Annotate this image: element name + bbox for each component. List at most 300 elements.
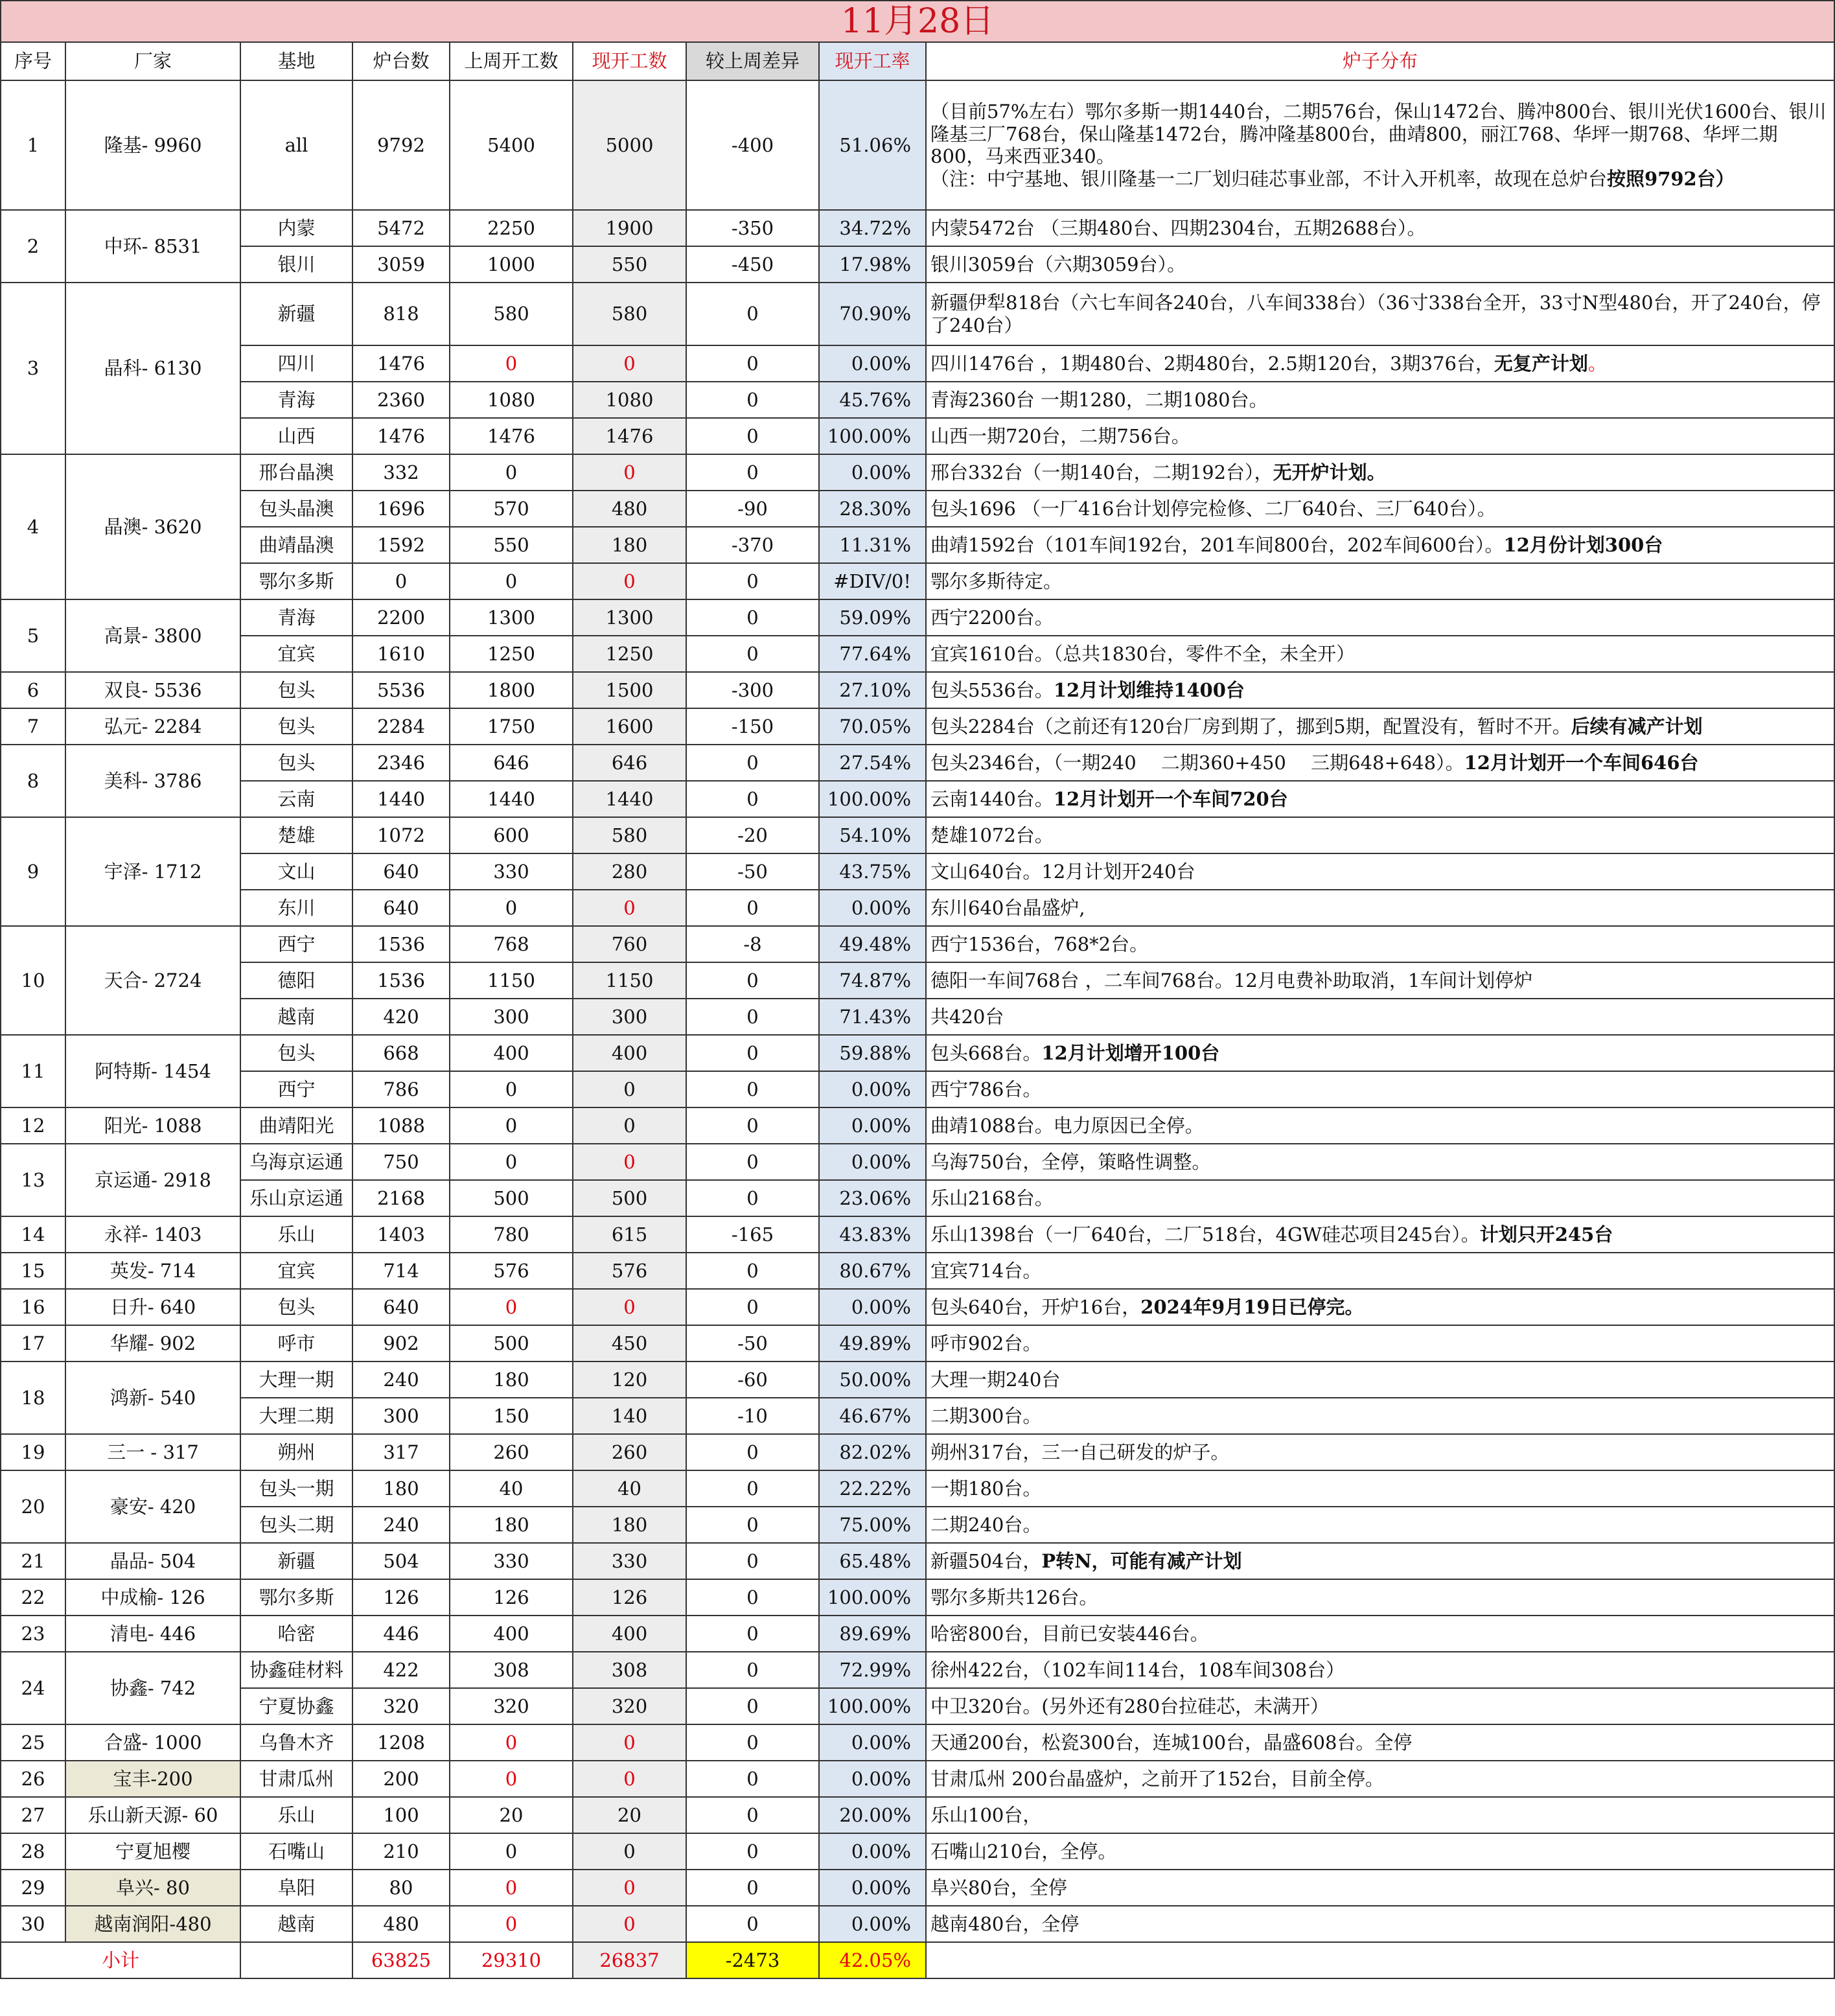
current-cell: 0 bbox=[573, 1906, 686, 1942]
current-cell: 0 bbox=[573, 454, 686, 491]
furnace-count-cell: 1536 bbox=[352, 962, 450, 999]
diff-cell: 0 bbox=[686, 1071, 819, 1107]
current-cell: 615 bbox=[573, 1216, 686, 1253]
rate-cell: 70.90% bbox=[819, 283, 926, 345]
seq-cell: 27 bbox=[1, 1797, 65, 1833]
furnace-count-cell: 300 bbox=[352, 1398, 450, 1434]
distribution-cell bbox=[926, 1289, 1834, 1325]
distribution-cell bbox=[926, 563, 1834, 599]
rate-cell: 0.00% bbox=[819, 1724, 926, 1761]
furnace-count-cell: 420 bbox=[352, 999, 450, 1035]
distribution-text: 包头1696 （一厂416台计划停完检修、二厂640台、三厂640台）。 bbox=[930, 497, 1496, 520]
distribution-cell bbox=[926, 999, 1834, 1035]
last-week-cell: 1080 bbox=[450, 382, 573, 418]
diff-cell: 0 bbox=[686, 1107, 819, 1144]
distribution-cell bbox=[926, 1216, 1834, 1253]
distribution-cell bbox=[926, 1470, 1834, 1507]
current-cell: 0 bbox=[573, 1724, 686, 1761]
distribution-plan-note: 12月计划增开100台 bbox=[1041, 1041, 1220, 1064]
current-cell: 126 bbox=[573, 1579, 686, 1616]
base-cell: 青海 bbox=[240, 599, 352, 636]
last-week-cell: 500 bbox=[450, 1325, 573, 1361]
current-cell: 0 bbox=[573, 563, 686, 599]
base-cell: 乐山 bbox=[240, 1797, 352, 1833]
manufacturer-cell: 清电- 446 bbox=[65, 1616, 240, 1652]
base-cell: 新疆 bbox=[240, 283, 352, 345]
base-cell: all bbox=[240, 80, 352, 210]
seq-cell: 10 bbox=[1, 926, 65, 1035]
distribution-text: （目前57%左右）鄂尔多斯一期1440台，二期576台，保山1472台、腾冲800台、银川光伏1600台、银川隆基三厂768台，保山隆基1472台，腾冲隆基800台，曲靖800，丽江768、华坪一期768、华坪二期800，马来西亚340。 bbox=[930, 100, 1827, 168]
table-row bbox=[1, 1797, 1834, 1833]
furnace-count-cell: 750 bbox=[352, 1144, 450, 1180]
rate-cell: #DIV/0! bbox=[819, 563, 926, 599]
base-cell: 曲靖阳光 bbox=[240, 1107, 352, 1144]
table-row bbox=[1, 999, 1834, 1035]
distribution-plan-note: P转N，可能有减产计划 bbox=[1041, 1549, 1242, 1572]
diff-cell: 0 bbox=[686, 1180, 819, 1216]
last-week-cell: 260 bbox=[450, 1434, 573, 1470]
distribution-text: 青海2360台 一期1280，二期1080台。 bbox=[930, 388, 1268, 411]
base-cell: 宁夏协鑫 bbox=[240, 1688, 352, 1724]
rate-cell: 100.00% bbox=[819, 1579, 926, 1616]
manufacturer-cell: 双良- 5536 bbox=[65, 672, 240, 708]
diff-cell: 0 bbox=[686, 1144, 819, 1180]
last-week-cell: 0 bbox=[450, 1761, 573, 1797]
diff-cell: -150 bbox=[686, 708, 819, 745]
base-cell: 四川 bbox=[240, 345, 352, 382]
diff-cell: 0 bbox=[686, 418, 819, 454]
rate-cell: 0.00% bbox=[819, 1144, 926, 1180]
header-furnace-count: 炉台数 bbox=[352, 42, 450, 80]
table-row bbox=[1, 1216, 1834, 1253]
seq-cell: 4 bbox=[1, 454, 65, 599]
rate-cell: 23.06% bbox=[819, 1180, 926, 1216]
manufacturer-cell: 晶品- 504 bbox=[65, 1543, 240, 1579]
last-week-cell: 2250 bbox=[450, 210, 573, 246]
diff-cell: 0 bbox=[686, 454, 819, 491]
furnace-count-cell: 1403 bbox=[352, 1216, 450, 1253]
table-row bbox=[1, 817, 1834, 853]
last-week-cell: 400 bbox=[450, 1616, 573, 1652]
totals-last-week: 29310 bbox=[450, 1942, 573, 1978]
rate-cell: 20.00% bbox=[819, 1797, 926, 1833]
manufacturer-cell: 豪安- 420 bbox=[65, 1470, 240, 1543]
seq-cell: 17 bbox=[1, 1325, 65, 1361]
seq-cell: 13 bbox=[1, 1144, 65, 1216]
current-cell: 300 bbox=[573, 999, 686, 1035]
table-row bbox=[1, 1724, 1834, 1761]
distribution-cell bbox=[926, 1616, 1834, 1652]
base-cell: 德阳 bbox=[240, 962, 352, 999]
seq-cell: 6 bbox=[1, 672, 65, 708]
base-cell: 乌鲁木齐 bbox=[240, 1724, 352, 1761]
current-cell: 760 bbox=[573, 926, 686, 962]
base-cell: 协鑫硅材料 bbox=[240, 1652, 352, 1688]
last-week-cell: 0 bbox=[450, 1107, 573, 1144]
distribution-cell bbox=[926, 210, 1834, 246]
manufacturer-cell: 晶科- 6130 bbox=[65, 283, 240, 454]
table-row bbox=[1, 853, 1834, 890]
distribution-cell bbox=[926, 246, 1834, 283]
last-week-cell: 1800 bbox=[450, 672, 573, 708]
table-row bbox=[1, 1035, 1834, 1071]
current-cell: 5000 bbox=[573, 80, 686, 210]
rate-cell: 0.00% bbox=[819, 454, 926, 491]
furnace-count-cell: 5472 bbox=[352, 210, 450, 246]
last-week-cell: 768 bbox=[450, 926, 573, 962]
current-cell: 400 bbox=[573, 1616, 686, 1652]
rate-cell: 75.00% bbox=[819, 1507, 926, 1543]
current-cell: 308 bbox=[573, 1652, 686, 1688]
current-cell: 320 bbox=[573, 1688, 686, 1724]
diff-cell: 0 bbox=[686, 1470, 819, 1507]
last-week-cell: 330 bbox=[450, 1543, 573, 1579]
base-cell: 乌海京运通 bbox=[240, 1144, 352, 1180]
current-cell: 0 bbox=[573, 1833, 686, 1870]
table-row bbox=[1, 1652, 1834, 1688]
furnace-count-cell: 180 bbox=[352, 1470, 450, 1507]
header-row bbox=[1, 42, 1834, 80]
diff-cell: -165 bbox=[686, 1216, 819, 1253]
manufacturer-cell: 阳光- 1088 bbox=[65, 1107, 240, 1144]
distribution-cell bbox=[926, 1253, 1834, 1289]
current-cell: 40 bbox=[573, 1470, 686, 1507]
rate-cell: 46.67% bbox=[819, 1398, 926, 1434]
current-cell: 400 bbox=[573, 1035, 686, 1071]
distribution-text: 石嘴山210台，全停。 bbox=[930, 1840, 1117, 1862]
diff-cell: 0 bbox=[686, 1507, 819, 1543]
rate-cell: 0.00% bbox=[819, 890, 926, 926]
distribution-text: 宜宾1610台。（总共1830台，零件不全，未全开） bbox=[930, 642, 1356, 665]
furnace-count-cell: 640 bbox=[352, 853, 450, 890]
rate-cell: 34.72% bbox=[819, 210, 926, 246]
last-week-cell: 308 bbox=[450, 1652, 573, 1688]
base-cell: 甘肃瓜州 bbox=[240, 1761, 352, 1797]
distribution-cell bbox=[926, 1688, 1834, 1724]
distribution-cell bbox=[926, 1543, 1834, 1579]
totals-current: 26837 bbox=[573, 1942, 686, 1978]
distribution-text: 银川3059台（六期3059台）。 bbox=[930, 253, 1186, 275]
current-cell: 580 bbox=[573, 283, 686, 345]
header-base: 基地 bbox=[240, 42, 352, 80]
last-week-cell: 570 bbox=[450, 491, 573, 527]
last-week-cell: 0 bbox=[450, 1071, 573, 1107]
current-cell: 1250 bbox=[573, 636, 686, 672]
furnace-count-cell: 317 bbox=[352, 1434, 450, 1470]
diff-cell: 0 bbox=[686, 745, 819, 781]
distribution-cell bbox=[926, 636, 1834, 672]
furnace-count-cell: 480 bbox=[352, 1906, 450, 1942]
totals-furnaces: 63825 bbox=[352, 1942, 450, 1978]
table-row bbox=[1, 1470, 1834, 1507]
rate-cell: 0.00% bbox=[819, 1870, 926, 1906]
furnace-count-cell: 1208 bbox=[352, 1724, 450, 1761]
diff-cell: -8 bbox=[686, 926, 819, 962]
manufacturer-cell: 美科- 3786 bbox=[65, 745, 240, 817]
rate-cell: 45.76% bbox=[819, 382, 926, 418]
diff-cell: 0 bbox=[686, 1652, 819, 1688]
diff-cell: 0 bbox=[686, 382, 819, 418]
distribution-cell bbox=[926, 527, 1834, 563]
diff-cell: 0 bbox=[686, 599, 819, 636]
distribution-text: 鄂尔多斯待定。 bbox=[930, 570, 1063, 592]
last-week-cell: 600 bbox=[450, 817, 573, 853]
manufacturer-cell: 京运通- 2918 bbox=[65, 1144, 240, 1216]
current-cell: 646 bbox=[573, 745, 686, 781]
diff-cell: 0 bbox=[686, 890, 819, 926]
current-cell: 450 bbox=[573, 1325, 686, 1361]
seq-cell: 29 bbox=[1, 1870, 65, 1906]
last-week-cell: 1750 bbox=[450, 708, 573, 745]
diff-cell: -10 bbox=[686, 1398, 819, 1434]
table-row bbox=[1, 745, 1834, 781]
furnace-count-cell: 240 bbox=[352, 1507, 450, 1543]
seq-cell: 24 bbox=[1, 1652, 65, 1724]
diff-cell: 0 bbox=[686, 345, 819, 382]
base-cell: 包头 bbox=[240, 745, 352, 781]
header-current: 现开工数 bbox=[573, 42, 686, 80]
last-week-cell: 126 bbox=[450, 1579, 573, 1616]
base-cell: 包头 bbox=[240, 1289, 352, 1325]
manufacturer-cell: 天合- 2724 bbox=[65, 926, 240, 1035]
diff-cell: -370 bbox=[686, 527, 819, 563]
current-cell: 1440 bbox=[573, 781, 686, 817]
rate-cell: 100.00% bbox=[819, 418, 926, 454]
last-week-cell: 0 bbox=[450, 890, 573, 926]
current-cell: 1900 bbox=[573, 210, 686, 246]
header-seq: 序号 bbox=[1, 42, 65, 80]
seq-cell: 25 bbox=[1, 1724, 65, 1761]
manufacturer-cell: 阜兴- 80 bbox=[65, 1870, 240, 1906]
distribution-cell bbox=[926, 1107, 1834, 1144]
diff-cell: 0 bbox=[686, 1616, 819, 1652]
rate-cell: 27.54% bbox=[819, 745, 926, 781]
furnace-count-cell: 640 bbox=[352, 890, 450, 926]
base-cell: 包头二期 bbox=[240, 1507, 352, 1543]
rate-cell: 43.83% bbox=[819, 1216, 926, 1253]
distribution-cell bbox=[926, 80, 1834, 210]
current-cell: 0 bbox=[573, 1870, 686, 1906]
base-cell: 鄂尔多斯 bbox=[240, 1579, 352, 1616]
last-week-cell: 1476 bbox=[450, 418, 573, 454]
current-cell: 180 bbox=[573, 1507, 686, 1543]
table-row bbox=[1, 1543, 1834, 1579]
rate-cell: 0.00% bbox=[819, 345, 926, 382]
table-row bbox=[1, 527, 1834, 563]
diff-cell: 0 bbox=[686, 283, 819, 345]
distribution-cell bbox=[926, 1434, 1834, 1470]
manufacturer-cell: 永祥- 1403 bbox=[65, 1216, 240, 1253]
distribution-cell bbox=[926, 672, 1834, 708]
base-cell: 文山 bbox=[240, 853, 352, 890]
furnace-count-cell: 240 bbox=[352, 1361, 450, 1398]
current-cell: 1476 bbox=[573, 418, 686, 454]
furnace-count-cell: 1072 bbox=[352, 817, 450, 853]
table-row bbox=[1, 1398, 1834, 1434]
distribution-cell bbox=[926, 491, 1834, 527]
base-cell: 山西 bbox=[240, 418, 352, 454]
table-row bbox=[1, 1870, 1834, 1906]
last-week-cell: 0 bbox=[450, 1289, 573, 1325]
table-row bbox=[1, 1253, 1834, 1289]
base-cell: 内蒙 bbox=[240, 210, 352, 246]
rate-cell: 100.00% bbox=[819, 1688, 926, 1724]
table-row bbox=[1, 210, 1834, 246]
furnace-count-cell: 200 bbox=[352, 1761, 450, 1797]
distribution-text: 曲靖1592台（101车间192台，201车间800台，202车间600台）。 bbox=[930, 533, 1504, 556]
base-cell: 银川 bbox=[240, 246, 352, 283]
furnace-count-cell: 818 bbox=[352, 283, 450, 345]
base-cell: 阜阳 bbox=[240, 1870, 352, 1906]
distribution-text: 乐山100台， bbox=[930, 1803, 1042, 1826]
current-cell: 120 bbox=[573, 1361, 686, 1398]
distribution-cell bbox=[926, 382, 1834, 418]
furnace-count-cell: 1592 bbox=[352, 527, 450, 563]
current-cell: 180 bbox=[573, 527, 686, 563]
base-cell: 越南 bbox=[240, 999, 352, 1035]
distribution-plan-note: 2024年9月19日已停完。 bbox=[1140, 1295, 1364, 1318]
distribution-text: 包头2346台，（一期240 二期360+450 三期648+648）。 bbox=[930, 751, 1464, 774]
rate-cell: 17.98% bbox=[819, 246, 926, 283]
furnace-count-cell: 210 bbox=[352, 1833, 450, 1870]
current-cell: 480 bbox=[573, 491, 686, 527]
seq-cell: 2 bbox=[1, 210, 65, 283]
rate-cell: 49.89% bbox=[819, 1325, 926, 1361]
last-week-cell: 320 bbox=[450, 1688, 573, 1724]
seq-cell: 5 bbox=[1, 599, 65, 672]
current-cell: 580 bbox=[573, 817, 686, 853]
manufacturer-cell: 宁夏旭樱 bbox=[65, 1833, 240, 1870]
furnace-count-cell: 332 bbox=[352, 454, 450, 491]
furnace-count-cell: 2200 bbox=[352, 599, 450, 636]
distribution-text: 天通200台，松瓷300台，连城100台，晶盛608台。全停 bbox=[930, 1731, 1413, 1754]
distribution-cell bbox=[926, 1724, 1834, 1761]
rate-cell: 49.48% bbox=[819, 926, 926, 962]
manufacturer-cell: 中成榆- 126 bbox=[65, 1579, 240, 1616]
rate-cell: 43.75% bbox=[819, 853, 926, 890]
distribution-text: 邢台332台（一期140台，二期192台）， bbox=[930, 461, 1273, 483]
diff-cell: 0 bbox=[686, 999, 819, 1035]
distribution-text: 中卫320台。(另外还有280台拉硅芯，未满开） bbox=[930, 1695, 1330, 1717]
table-row bbox=[1, 491, 1834, 527]
last-week-cell: 0 bbox=[450, 1870, 573, 1906]
base-cell: 鄂尔多斯 bbox=[240, 563, 352, 599]
furnace-count-cell: 2284 bbox=[352, 708, 450, 745]
base-cell: 西宁 bbox=[240, 926, 352, 962]
last-week-cell: 20 bbox=[450, 1797, 573, 1833]
base-cell: 朔州 bbox=[240, 1434, 352, 1470]
seq-cell: 22 bbox=[1, 1579, 65, 1616]
totals-rate: 42.05% bbox=[819, 1942, 926, 1978]
seq-cell: 11 bbox=[1, 1035, 65, 1107]
last-week-cell: 550 bbox=[450, 527, 573, 563]
table-row bbox=[1, 1688, 1834, 1724]
rate-cell: 0.00% bbox=[819, 1833, 926, 1870]
distribution-text: 甘肃瓜州 200台晶盛炉，之前开了152台，目前全停。 bbox=[930, 1767, 1384, 1790]
rate-cell: 11.31% bbox=[819, 527, 926, 563]
distribution-text: 二期240台。 bbox=[930, 1513, 1042, 1536]
furnace-count-cell: 80 bbox=[352, 1870, 450, 1906]
distribution-text: 西宁2200台。 bbox=[930, 606, 1054, 629]
furnace-count-cell: 1440 bbox=[352, 781, 450, 817]
base-cell: 大理二期 bbox=[240, 1398, 352, 1434]
distribution-cell bbox=[926, 1652, 1834, 1688]
rate-cell: 0.00% bbox=[819, 1906, 926, 1942]
last-week-cell: 330 bbox=[450, 853, 573, 890]
table-row bbox=[1, 283, 1834, 345]
rate-cell: 59.09% bbox=[819, 599, 926, 636]
distribution-cell bbox=[926, 781, 1834, 817]
distribution-cell bbox=[926, 1507, 1834, 1543]
totals-label: 小计 bbox=[1, 1942, 240, 1978]
distribution-text: 包头5536台。 bbox=[930, 678, 1054, 701]
distribution-text: 宜宾714台。 bbox=[930, 1259, 1042, 1282]
diff-cell: 0 bbox=[686, 1434, 819, 1470]
manufacturer-cell: 合盛- 1000 bbox=[65, 1724, 240, 1761]
base-cell: 包头晶澳 bbox=[240, 491, 352, 527]
furnace-count-cell: 422 bbox=[352, 1652, 450, 1688]
distribution-text: 鄂尔多斯共126台。 bbox=[930, 1586, 1098, 1608]
furnace-count-cell: 504 bbox=[352, 1543, 450, 1579]
last-week-cell: 0 bbox=[450, 1724, 573, 1761]
furnace-count-cell: 2168 bbox=[352, 1180, 450, 1216]
table-row bbox=[1, 1906, 1834, 1942]
distribution-text: 西宁1536台，768*2台。 bbox=[930, 933, 1149, 955]
rate-cell: 51.06% bbox=[819, 80, 926, 210]
manufacturer-cell: 弘元- 2284 bbox=[65, 708, 240, 745]
current-cell: 0 bbox=[573, 1289, 686, 1325]
furnace-count-cell: 9792 bbox=[352, 80, 450, 210]
distribution-text: 二期300台。 bbox=[930, 1404, 1042, 1427]
seq-cell: 14 bbox=[1, 1216, 65, 1253]
table-row bbox=[1, 890, 1834, 926]
seq-cell: 3 bbox=[1, 283, 65, 454]
diff-cell: -50 bbox=[686, 853, 819, 890]
furnace-count-cell: 126 bbox=[352, 1579, 450, 1616]
distribution-cell bbox=[926, 745, 1834, 781]
distribution-cell bbox=[926, 1870, 1834, 1906]
distribution-cell bbox=[926, 926, 1834, 962]
base-cell: 包头一期 bbox=[240, 1470, 352, 1507]
furnace-count-cell: 446 bbox=[352, 1616, 450, 1652]
distribution-text: 楚雄1072台。 bbox=[930, 824, 1054, 846]
seq-cell: 15 bbox=[1, 1253, 65, 1289]
furnace-count-cell: 2360 bbox=[352, 382, 450, 418]
furnace-count-cell: 1536 bbox=[352, 926, 450, 962]
diff-cell: 0 bbox=[686, 1724, 819, 1761]
table-row bbox=[1, 80, 1834, 210]
distribution-cell bbox=[926, 817, 1834, 853]
distribution-cell bbox=[926, 1325, 1834, 1361]
furnace-count-cell: 320 bbox=[352, 1688, 450, 1724]
distribution-text: 乐山1398台（一厂640台，二厂518台，4GW硅芯项目245台）。 bbox=[930, 1223, 1480, 1246]
table-row bbox=[1, 1361, 1834, 1398]
rate-cell: 0.00% bbox=[819, 1761, 926, 1797]
distribution-text: 包头668台。 bbox=[930, 1041, 1042, 1064]
base-cell: 曲靖晶澳 bbox=[240, 527, 352, 563]
diff-cell: 0 bbox=[686, 1906, 819, 1942]
last-week-cell: 180 bbox=[450, 1361, 573, 1398]
diff-cell: 0 bbox=[686, 1579, 819, 1616]
header-rate: 现开工率 bbox=[819, 42, 926, 80]
seq-cell: 20 bbox=[1, 1470, 65, 1543]
distribution-text: 哈密800台，目前已安装446台。 bbox=[930, 1622, 1209, 1645]
distribution-text: 东川640台晶盛炉, bbox=[930, 896, 1085, 919]
rate-cell: 22.22% bbox=[819, 1470, 926, 1507]
furnace-count-cell: 1476 bbox=[352, 345, 450, 382]
distribution-plan-note: 无开炉计划。 bbox=[1273, 461, 1386, 483]
table-row bbox=[1, 708, 1834, 745]
